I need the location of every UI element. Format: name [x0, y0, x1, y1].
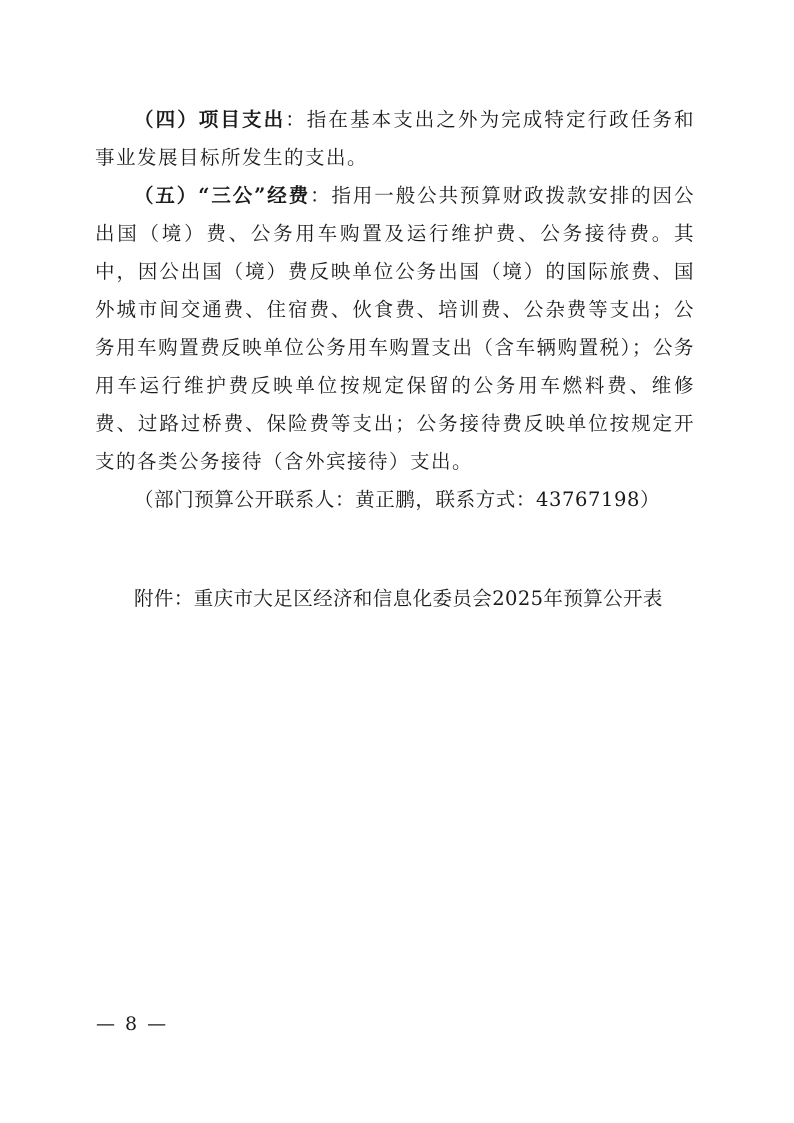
contact-info: （部门预算公开联系人：黄正鹏，联系方式：43767198） [134, 488, 661, 511]
definition-project-expenditure: 指在基本支出之外为完成特定行政任务和事业发展目标所发生的支出。 [95, 108, 695, 169]
separator: ： [310, 184, 332, 207]
paragraph-project-expenditure [95, 101, 695, 177]
heading-project-expenditure: （四）项目支出 [134, 108, 286, 131]
attachment-line: 附件：重庆市大足区经济和信息化委员会2025年预算公开表 [134, 587, 663, 610]
definition-three-public-expenses: 指用一般公共预算财政拨款安排的因公出国（境）费、公务用车购置及运行维护费、公务接待费。其中，因公出国（境）费反映单位公务出国（境）的国际旅费、国外城市间交通费、住宿费、伙食费、培训费、公杂费等支出；公务用车购置费反映单位公务用车购置支出（含车辆购置税）；公务用车运行维护费反映单位按规定保留的公务用车燃料费、维修费、过路过桥费、保险费等支出；公务接待费反映单位按规定开支的各类公务接待（含外宾接待）支出。 [95, 184, 695, 473]
body-text [95, 101, 695, 519]
heading-three-public-expenses: （五）“三公”经费 [134, 184, 311, 207]
page-number: — 8 — [96, 1013, 169, 1035]
separator: ： [285, 108, 307, 131]
paragraph-three-public-expenses [95, 177, 695, 481]
